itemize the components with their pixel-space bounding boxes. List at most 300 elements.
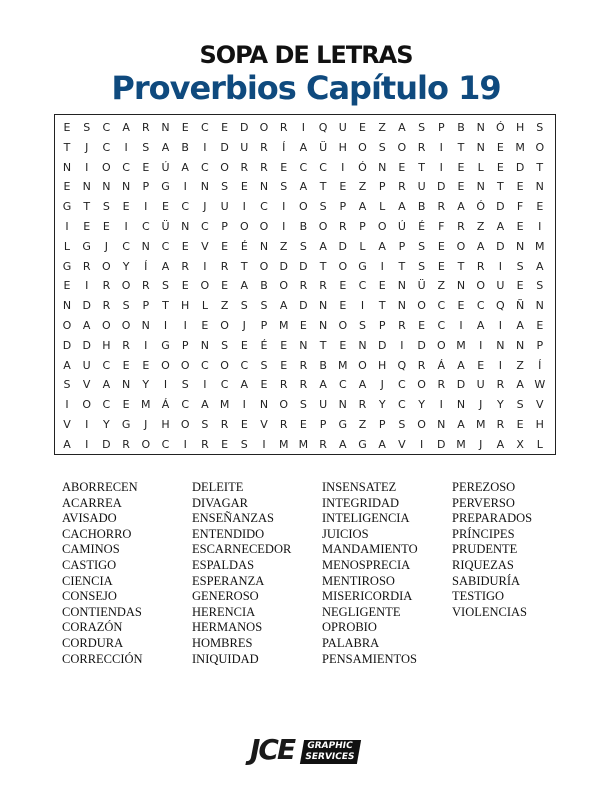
grid-letter: I xyxy=(479,338,483,352)
grid-letter: I xyxy=(163,378,168,392)
grid-letter: S xyxy=(359,319,366,332)
grid-letter: M xyxy=(278,319,289,332)
grid-letter: N xyxy=(259,180,269,194)
grid-letter: A xyxy=(516,378,524,392)
grid-letter: R xyxy=(122,437,130,451)
grid-letter: R xyxy=(141,279,150,293)
grid-letter: R xyxy=(102,299,111,313)
grid-letter: V xyxy=(63,418,71,431)
grid-letter: S xyxy=(418,121,426,134)
grid-letter: R xyxy=(220,418,229,431)
word-item: PRUDENTE xyxy=(452,542,518,557)
word-item: MENTIROSO xyxy=(322,573,395,588)
grid-letter: G xyxy=(161,180,170,194)
grid-letter: S xyxy=(418,259,426,273)
grid-letter: N xyxy=(62,299,72,313)
grid-row xyxy=(55,237,555,257)
grid-letter: S xyxy=(122,299,130,313)
grid-letter: R xyxy=(496,418,505,431)
grid-letter: N xyxy=(378,160,387,174)
grid-letter: A xyxy=(398,200,406,214)
grid-letter: Y xyxy=(378,398,386,412)
grid-letter: E xyxy=(142,160,150,174)
grid-letter: N xyxy=(318,299,328,313)
grid-letter: O xyxy=(397,140,407,154)
grid-letter: N xyxy=(62,160,72,174)
grid-letter: O xyxy=(417,299,426,313)
grid-letter: D xyxy=(240,121,249,134)
grid-letter: I xyxy=(459,319,463,332)
grid-letter: T xyxy=(398,259,406,273)
grid-letter: E xyxy=(496,140,504,154)
grid-letter: V xyxy=(260,418,268,431)
grid-letter: E xyxy=(181,121,189,134)
grid-letter: M xyxy=(278,437,289,451)
grid-letter: O xyxy=(259,259,269,273)
grid-letter: Y xyxy=(103,418,110,431)
grid-letter: O xyxy=(239,220,249,233)
grid-letter: G xyxy=(358,259,367,273)
grid-letter: A xyxy=(299,180,308,194)
grid-letter: C xyxy=(201,358,209,372)
grid-letter: O xyxy=(200,279,210,293)
grid-letter: I xyxy=(498,358,503,372)
grid-letter: S xyxy=(221,338,229,352)
grid-letter: I xyxy=(439,398,443,412)
word-item: CORAZÓN xyxy=(62,620,123,635)
grid-letter: O xyxy=(161,358,170,372)
grid-letter: A xyxy=(358,200,367,214)
grid-letter: N xyxy=(181,220,190,233)
grid-letter: O xyxy=(220,358,229,372)
grid-row xyxy=(55,197,555,217)
grid-letter: A xyxy=(102,378,111,392)
grid-letter: N xyxy=(476,140,485,154)
grid-letter: N xyxy=(535,299,544,313)
word-item: MANDAMIENTO xyxy=(322,542,418,557)
grid-letter: M xyxy=(338,358,348,372)
grid-letter: E xyxy=(437,239,445,253)
grid-letter: I xyxy=(419,437,424,451)
grid-letter: V xyxy=(398,437,406,451)
grid-letter: O xyxy=(456,239,466,253)
grid-letter: O xyxy=(259,121,269,134)
grid-letter: U xyxy=(319,398,328,412)
grid-letter: E xyxy=(240,338,248,352)
grid-letter: T xyxy=(319,259,327,273)
grid-letter: T xyxy=(418,160,425,174)
grid-letter: O xyxy=(338,319,348,332)
grid-letter: S xyxy=(319,200,327,214)
grid-letter: E xyxy=(457,180,465,194)
grid-letter: A xyxy=(476,239,485,253)
grid-row xyxy=(55,415,555,435)
grid-row xyxy=(55,217,555,237)
grid-letter: L xyxy=(63,239,71,253)
grid-letter: Q xyxy=(397,358,407,372)
grid-letter: I xyxy=(203,378,207,392)
grid-letter: D xyxy=(496,200,505,214)
grid-letter: H xyxy=(378,358,387,372)
grid-letter: S xyxy=(260,299,268,313)
word-item: CONSEJO xyxy=(62,589,117,604)
grid-letter: Z xyxy=(220,299,229,313)
grid-letter: E xyxy=(181,239,189,253)
grid-letter: C xyxy=(201,220,209,233)
grid-letter: E xyxy=(516,418,524,431)
word-item: CASTIGO xyxy=(62,557,117,572)
grid-row xyxy=(55,395,555,415)
grid-row xyxy=(55,158,555,178)
grid-letter: C xyxy=(122,160,130,174)
grid-letter: F xyxy=(438,220,445,233)
grid-letter: O xyxy=(259,220,269,233)
grid-letter: G xyxy=(358,437,367,451)
grid-row xyxy=(55,296,555,316)
grid-letter: I xyxy=(301,121,306,134)
grid-letter: E xyxy=(162,200,169,214)
word-item: CORRECCIÓN xyxy=(62,651,143,666)
grid-letter: I xyxy=(242,398,246,412)
grid-letter: C xyxy=(102,140,111,154)
grid-letter: C xyxy=(102,398,111,412)
grid-letter: S xyxy=(83,121,91,134)
grid-letter: E xyxy=(418,319,426,332)
grid-letter: I xyxy=(163,319,168,332)
grid-letter: J xyxy=(242,319,246,332)
grid-letter: P xyxy=(398,239,406,253)
letter-grid xyxy=(54,114,556,455)
word-column xyxy=(452,480,532,620)
grid-letter: O xyxy=(220,319,229,332)
grid-letter: E xyxy=(221,437,229,451)
grid-letter: S xyxy=(516,259,524,273)
word-item: HOMBRES xyxy=(192,635,253,650)
grid-letter: X xyxy=(516,437,524,451)
grid-letter: Ó xyxy=(476,200,486,214)
word-item: VIOLENCIAS xyxy=(452,604,527,619)
grid-letter: N xyxy=(121,378,131,392)
grid-letter: H xyxy=(535,418,544,431)
grid-letter: Z xyxy=(378,121,386,134)
grid-letter: T xyxy=(457,140,465,154)
grid-letter: J xyxy=(479,437,483,451)
grid-letter: R xyxy=(437,200,446,214)
grid-letter: Z xyxy=(516,358,524,372)
grid-row xyxy=(55,276,555,296)
grid-letter: A xyxy=(358,378,367,392)
grid-letter: Á xyxy=(161,398,170,412)
grid-letter: S xyxy=(221,180,229,194)
grid-letter: E xyxy=(536,319,544,332)
grid-letter: N xyxy=(259,239,269,253)
grid-letter: E xyxy=(378,279,386,293)
grid-letter: E xyxy=(536,200,544,214)
grid-letter: O xyxy=(299,200,308,214)
word-item: ENTENDIDO xyxy=(192,526,265,541)
grid-letter: S xyxy=(63,378,71,392)
grid-letter: O xyxy=(279,279,289,293)
grid-letter: R xyxy=(417,358,426,372)
word-item: DIVAGAR xyxy=(192,495,249,510)
grid-letter: E xyxy=(477,358,485,372)
grid-letter: E xyxy=(516,220,524,233)
grid-letter: S xyxy=(240,299,248,313)
grid-letter: I xyxy=(65,220,69,233)
grid-letter: P xyxy=(378,180,386,194)
grid-letter: A xyxy=(536,259,544,273)
grid-letter: C xyxy=(161,437,170,451)
grid-letter: C xyxy=(220,378,229,392)
grid-letter: Z xyxy=(358,180,367,194)
grid-letter: T xyxy=(162,299,169,313)
grid-letter: R xyxy=(279,121,288,134)
grid-letter: O xyxy=(476,279,486,293)
grid-letter: T xyxy=(378,299,386,313)
grid-letter: Y xyxy=(122,259,130,273)
grid-letter: C xyxy=(437,299,446,313)
grid-row xyxy=(55,435,555,455)
word-item: AVISADO xyxy=(62,511,117,526)
grid-letter: R xyxy=(279,378,288,392)
grid-letter: N xyxy=(397,279,406,293)
grid-letter: Ü xyxy=(417,279,426,293)
grid-letter: D xyxy=(338,239,348,253)
grid-letter: S xyxy=(378,140,386,154)
logo-mark-text: JCE xyxy=(250,733,295,766)
grid-letter: E xyxy=(260,378,268,392)
grid-letter: Ú xyxy=(397,220,406,233)
grid-letter: E xyxy=(437,259,445,273)
grid-letter: H xyxy=(181,299,190,313)
grid-letter: S xyxy=(260,358,268,372)
grid-letter: R xyxy=(338,220,347,233)
grid-letter: R xyxy=(319,279,327,293)
word-item: PERVERSO xyxy=(452,495,515,510)
grid-letter: N xyxy=(318,319,328,332)
word-column xyxy=(192,480,291,667)
grid-letter: S xyxy=(142,140,150,154)
grid-letter: A xyxy=(161,140,170,154)
grid-letter: I xyxy=(124,220,128,233)
grid-letter: B xyxy=(319,358,327,372)
word-item: ESPALDAS xyxy=(192,557,255,572)
word-item: SABIDURÍA xyxy=(452,573,521,588)
grid-letter: A xyxy=(240,279,249,293)
grid-letter: R xyxy=(201,437,209,451)
logo-line-2: SERVICES xyxy=(304,752,356,762)
grid-letter: E xyxy=(63,180,71,194)
word-item: INSENSATEZ xyxy=(322,480,397,494)
grid-letter: B xyxy=(457,121,465,134)
grid-letter: C xyxy=(398,378,406,392)
logo-line-1: GRAPHIC xyxy=(306,741,354,751)
grid-letter: E xyxy=(457,160,465,174)
word-item: PALABRA xyxy=(322,635,380,650)
grid-letter: U xyxy=(82,358,91,372)
grid-letter: N xyxy=(358,338,367,352)
grid-letter: R xyxy=(319,437,327,451)
grid-letter: S xyxy=(398,418,406,431)
grid-letter: U xyxy=(240,140,249,154)
grid-letter: S xyxy=(536,279,544,293)
grid-letter: E xyxy=(83,220,91,233)
grid-letter: J xyxy=(144,418,148,431)
grid-letter: A xyxy=(201,398,209,412)
grid-letter: Í xyxy=(282,140,286,154)
grid-letter: M xyxy=(475,418,486,431)
grid-letter: I xyxy=(498,259,503,273)
grid-letter: C xyxy=(476,299,485,313)
grid-letter: O xyxy=(220,160,229,174)
grid-letter: T xyxy=(497,180,504,194)
grid-row xyxy=(55,177,555,197)
grid-letter: R xyxy=(220,259,229,273)
grid-letter: O xyxy=(377,220,387,233)
grid-letter: I xyxy=(341,160,345,174)
word-item: PREPARADOS xyxy=(452,511,533,526)
grid-letter: N xyxy=(476,121,485,134)
grid-letter: I xyxy=(439,160,443,174)
grid-letter: P xyxy=(339,200,347,214)
grid-letter: O xyxy=(180,358,190,372)
grid-letter: I xyxy=(400,338,404,352)
grid-letter: Q xyxy=(496,299,505,313)
grid-letter: I xyxy=(85,160,89,174)
grid-letter: A xyxy=(279,299,288,313)
grid-letter: O xyxy=(62,319,72,332)
grid-letter: J xyxy=(104,239,109,253)
grid-letter: E xyxy=(122,398,130,412)
grid-letter: R xyxy=(398,180,406,194)
grid-letter: T xyxy=(83,200,91,214)
grid-letter: E xyxy=(102,220,110,233)
grid-letter: E xyxy=(339,338,347,352)
grid-letter: M xyxy=(515,140,525,154)
grid-letter: U xyxy=(220,200,229,214)
word-item: DELEITE xyxy=(192,480,244,494)
grid-letter: A xyxy=(496,437,505,451)
grid-letter: D xyxy=(437,437,446,451)
word-item: INIQUIDAD xyxy=(192,651,259,666)
grid-letter: N xyxy=(200,180,209,194)
grid-letter: O xyxy=(121,319,131,332)
grid-letter: Í xyxy=(538,358,542,372)
word-item: CONTIENDAS xyxy=(62,604,142,619)
grid-letter: E xyxy=(299,418,307,431)
grid-row xyxy=(55,375,555,395)
grid-letter: É xyxy=(260,338,268,352)
grid-letter: I xyxy=(85,437,89,451)
word-item: OPROBIO xyxy=(322,620,377,635)
grid-letter: I xyxy=(242,200,246,214)
grid-letter: R xyxy=(102,279,111,293)
grid-letter: I xyxy=(498,319,503,332)
grid-letter: T xyxy=(319,338,327,352)
grid-letter: S xyxy=(162,279,169,293)
grid-letter: P xyxy=(437,121,445,134)
grid-letter: E xyxy=(181,279,189,293)
grid-letter: D xyxy=(82,299,91,313)
grid-letter: I xyxy=(203,140,207,154)
grid-letter: A xyxy=(378,437,386,451)
grid-letter: C xyxy=(437,319,446,332)
word-item: PRÍNCIPES xyxy=(452,526,515,541)
grid-letter: Y xyxy=(497,398,504,412)
grid-letter: R xyxy=(260,140,268,154)
word-item: JUICIOS xyxy=(322,526,369,541)
grid-letter: L xyxy=(201,299,208,313)
grid-letter: I xyxy=(203,259,207,273)
grid-letter: M xyxy=(456,338,466,352)
grid-letter: E xyxy=(280,358,288,372)
grid-letter: D xyxy=(82,338,91,352)
grid-letter: N xyxy=(476,180,485,194)
grid-letter: O xyxy=(102,259,111,273)
grid-letter: Z xyxy=(279,239,288,253)
grid-letter: E xyxy=(280,160,288,174)
grid-letter: E xyxy=(339,180,347,194)
publisher-logo xyxy=(250,733,362,766)
grid-letter: R xyxy=(299,279,308,293)
grid-letter: A xyxy=(339,437,347,451)
grid-letter: V xyxy=(201,239,209,253)
grid-letter: A xyxy=(82,319,91,332)
grid-letter: I xyxy=(65,398,69,412)
grid-letter: D xyxy=(279,259,288,273)
grid-letter: N xyxy=(141,239,150,253)
grid-row xyxy=(55,316,555,336)
grid-letter: O xyxy=(279,398,289,412)
grid-letter: E xyxy=(280,338,288,352)
grid-letter: Ó xyxy=(496,121,505,134)
grid-letter: N xyxy=(121,180,131,194)
grid-letter: A xyxy=(63,358,71,372)
word-item: GENEROSO xyxy=(192,589,259,604)
grid-letter: C xyxy=(260,200,268,214)
grid-letter: I xyxy=(85,418,89,431)
grid-letter: N xyxy=(102,180,111,194)
grid-letter: E xyxy=(221,121,229,134)
grid-letter: C xyxy=(201,121,209,134)
grid-letter: A xyxy=(240,378,249,392)
grid-letter: D xyxy=(220,140,229,154)
grid-letter: Á xyxy=(437,358,446,372)
grid-letter: T xyxy=(240,259,248,273)
grid-letter: C xyxy=(141,220,150,233)
grid-letter: U xyxy=(417,180,426,194)
grid-letter: G xyxy=(62,259,72,273)
grid-letter: R xyxy=(279,418,288,431)
grid-letter: O xyxy=(180,418,190,431)
grid-letter: É xyxy=(240,239,248,253)
grid-letter: N xyxy=(161,121,170,134)
grid-letter: N xyxy=(437,418,446,431)
grid-letter: A xyxy=(398,121,406,134)
grid-letter: I xyxy=(439,140,443,154)
grid-letter: H xyxy=(161,418,170,431)
grid-letter: R xyxy=(260,160,268,174)
grid-letter: E xyxy=(221,239,229,253)
grid-letter: A xyxy=(63,437,71,451)
grid-letter: D xyxy=(299,259,308,273)
grid-letter: L xyxy=(379,200,386,214)
grid-letter: N xyxy=(338,398,347,412)
grid-letter: U xyxy=(496,279,505,293)
grid-letter: E xyxy=(63,121,71,134)
grid-letter: D xyxy=(62,338,72,352)
grid-letter: H xyxy=(515,121,525,134)
